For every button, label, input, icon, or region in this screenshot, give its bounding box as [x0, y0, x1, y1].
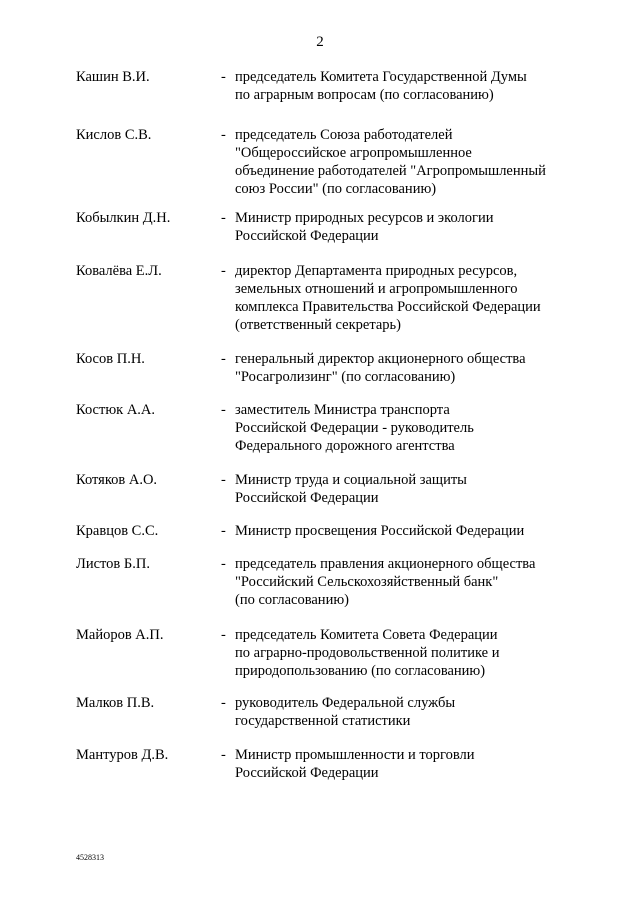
member-role: [235, 746, 575, 782]
role-line: (ответственный секретарь): [235, 317, 401, 333]
role-line: "Российский Сельскохозяйственный банк": [235, 574, 499, 590]
role-line: по аграрно-продовольственной политике и: [235, 645, 500, 661]
member-entry: [0, 401, 640, 471]
member-name: Кашин В.И.: [76, 69, 150, 85]
member-role: [235, 522, 575, 540]
member-name: Кравцов С.С.: [76, 523, 159, 539]
role-line: союз России" (по согласованию): [235, 181, 437, 197]
role-line: государственной статистики: [235, 713, 411, 729]
member-role: [235, 350, 575, 386]
member-entry: [0, 746, 640, 786]
role-line: директор Департамента природных ресурсов,: [235, 263, 518, 279]
dash-separator: -: [221, 627, 226, 643]
dash-separator: -: [221, 69, 226, 85]
member-name: Майоров А.П.: [76, 627, 164, 643]
member-role: [235, 262, 575, 334]
member-role: [235, 401, 575, 455]
member-name: Листов Б.П.: [76, 556, 150, 572]
member-name: Ковалёва Е.Л.: [76, 263, 162, 279]
role-line: объединение работодателей "Агропромышленный: [235, 163, 546, 179]
role-line: Российской Федерации: [235, 228, 379, 244]
role-line: руководитель Федеральной службы: [235, 695, 456, 711]
member-name: Косов П.Н.: [76, 351, 145, 367]
member-name: Малков П.В.: [76, 695, 155, 711]
role-line: заместитель Министра транспорта: [235, 402, 450, 418]
role-line: Федерального дорожного агентства: [235, 438, 455, 454]
role-line: (по согласованию): [235, 592, 349, 608]
role-line: председатель правления акционерного общества: [235, 556, 536, 572]
dash-separator: -: [221, 472, 226, 488]
member-entry: [0, 262, 640, 350]
role-line: Министр труда и социальной защиты: [235, 472, 467, 488]
dash-separator: -: [221, 523, 226, 539]
dash-separator: -: [221, 402, 226, 418]
role-line: Министр промышленности и торговли: [235, 747, 475, 763]
member-entry: [0, 68, 640, 126]
member-role: [235, 68, 575, 104]
role-line: Российской Федерации: [235, 490, 379, 506]
member-entry: [0, 626, 640, 694]
document-code: 4528313: [76, 853, 104, 862]
member-role: [235, 626, 575, 680]
role-line: Министр просвещения Российской Федерации: [235, 523, 525, 539]
member-entry: [0, 471, 640, 522]
role-line: по аграрным вопросам (по согласованию): [235, 87, 494, 103]
role-line: председатель Комитета Государственной Думы: [235, 69, 527, 85]
member-role: [235, 471, 575, 507]
dash-separator: -: [221, 351, 226, 367]
role-line: генеральный директор акционерного общества: [235, 351, 526, 367]
role-line: Российской Федерации - руководитель: [235, 420, 474, 436]
role-line: председатель Комитета Совета Федерации: [235, 627, 498, 643]
member-entry: [0, 694, 640, 746]
member-entry: [0, 209, 640, 262]
role-line: Министр природных ресурсов и экологии: [235, 210, 494, 226]
dash-separator: -: [221, 556, 226, 572]
member-entry: [0, 522, 640, 555]
role-line: Российской Федерации: [235, 765, 379, 781]
role-line: "Росагролизинг" (по согласованию): [235, 369, 456, 385]
dash-separator: -: [221, 695, 226, 711]
role-line: комплекса Правительства Российской Федерации: [235, 299, 541, 315]
member-role: [235, 555, 575, 609]
dash-separator: -: [221, 210, 226, 226]
member-name: Кислов С.В.: [76, 127, 152, 143]
member-role: [235, 694, 575, 730]
member-role: [235, 126, 575, 198]
member-name: Костюк А.А.: [76, 402, 156, 418]
member-role: [235, 209, 575, 245]
member-entry: [0, 350, 640, 401]
dash-separator: -: [221, 747, 226, 763]
member-name: Мантуров Д.В.: [76, 747, 169, 763]
role-line: природопользованию (по согласованию): [235, 663, 486, 679]
dash-separator: -: [221, 263, 226, 279]
member-name: Кобылкин Д.Н.: [76, 210, 171, 226]
dash-separator: -: [221, 127, 226, 143]
role-line: "Общероссийское агропромышленное: [235, 145, 472, 161]
role-line: председатель Союза работодателей: [235, 127, 453, 143]
role-line: земельных отношений и агропромышленного: [235, 281, 518, 297]
page-number: 2: [316, 34, 324, 50]
member-name: Котяков А.О.: [76, 472, 158, 488]
member-entry: [0, 126, 640, 209]
member-entry: [0, 555, 640, 626]
member-list: [0, 68, 640, 786]
